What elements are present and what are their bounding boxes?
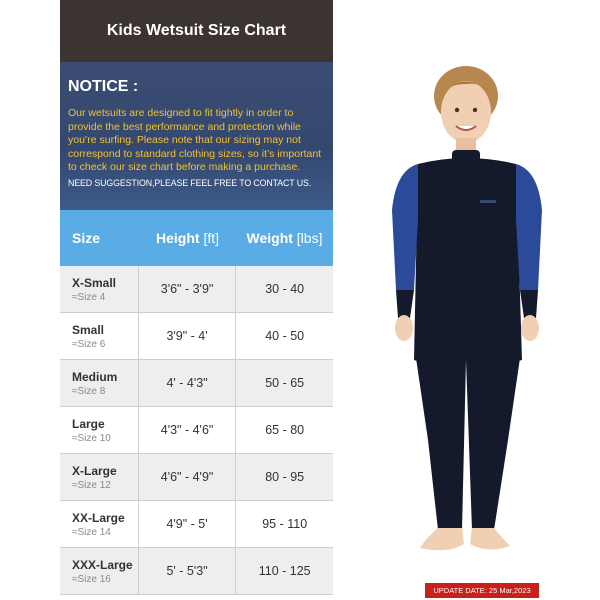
height-cell: 4'9" - 5': [139, 501, 237, 547]
wetsuit-right-sleeve: [516, 164, 542, 290]
weight-cell: 40 - 50: [265, 329, 305, 343]
child-in-wetsuit-illustration: [340, 60, 600, 580]
table-row: [60, 501, 333, 548]
table-row: [60, 360, 333, 407]
size-name: X-Large: [72, 463, 117, 478]
table-header: [60, 210, 333, 266]
chart-title: Kids Wetsuit Size Chart: [106, 22, 287, 39]
wetsuit-torso: [414, 158, 522, 365]
height-cell: 3'9" - 4': [139, 313, 237, 359]
size-name: Medium: [72, 369, 118, 384]
header-weight: Weight [lbs]: [246, 230, 323, 246]
wetsuit-left-sleeve: [392, 164, 418, 290]
table-row: [60, 548, 333, 595]
notice-body: Our wetsuits are designed to fit tightly in order to provide the best performance and protection while you’re surfing. Please note that our sizing may not correspond to standard clothing sizes, so it’s important to check our size chart before making a purchase.: [68, 107, 322, 173]
header-height: Height [ft]: [155, 230, 219, 246]
size-approx: ≈Size 12: [72, 479, 111, 491]
wetsuit-left-leg: [416, 358, 466, 530]
size-name: Large: [72, 416, 105, 431]
weight-cell: 110 - 125: [258, 564, 311, 578]
size-chart-panel: [60, 0, 333, 600]
weight-cell: 80 - 95: [265, 470, 305, 484]
size-table-body: [60, 266, 333, 595]
weight-cell: 30 - 40: [265, 282, 305, 296]
table-row: [60, 266, 333, 313]
weight-cell: 65 - 80: [265, 423, 305, 437]
header-height-unit: [ft]: [203, 230, 219, 246]
table-row: [60, 313, 333, 360]
size-name: Small: [72, 322, 105, 337]
table-row: [60, 407, 333, 454]
weight-cell: 50 - 65: [265, 376, 305, 390]
height-cell: 4' - 4'3": [139, 360, 237, 406]
height-cell: 3'6" - 3'9": [139, 266, 237, 312]
wetsuit-right-leg: [466, 358, 520, 530]
size-approx: ≈Size 6: [72, 338, 106, 350]
size-approx: ≈Size 8: [72, 385, 106, 397]
update-date-badge: UPDATE DATE: 25 Mar,2023: [425, 583, 539, 598]
size-approx: ≈Size 4: [72, 291, 106, 303]
notice-box: [60, 62, 333, 210]
size-approx: ≈Size 10: [72, 432, 111, 444]
size-approx: ≈Size 14: [72, 526, 111, 538]
height-cell: 4'3" - 4'6": [139, 407, 237, 453]
size-name: XX-Large: [72, 510, 125, 525]
header-weight-unit: [lbs]: [296, 230, 323, 246]
height-cell: 4'6" - 4'9": [139, 454, 237, 500]
weight-cell: 95 - 110: [262, 517, 308, 531]
face-shape: [441, 81, 491, 143]
size-name: XXX-Large: [72, 557, 133, 572]
size-name: X-Small: [72, 275, 117, 290]
title-bar: [60, 0, 333, 62]
notice-footer: NEED SUGGESTION,PLEASE FEEL FREE TO CONTACT US.: [68, 178, 312, 188]
notice-heading: NOTICE :: [68, 78, 139, 95]
table-row: [60, 454, 333, 501]
header-size: Size: [72, 230, 101, 246]
size-approx: ≈Size 16: [72, 573, 111, 585]
height-cell: 5' - 5'3": [139, 548, 237, 594]
